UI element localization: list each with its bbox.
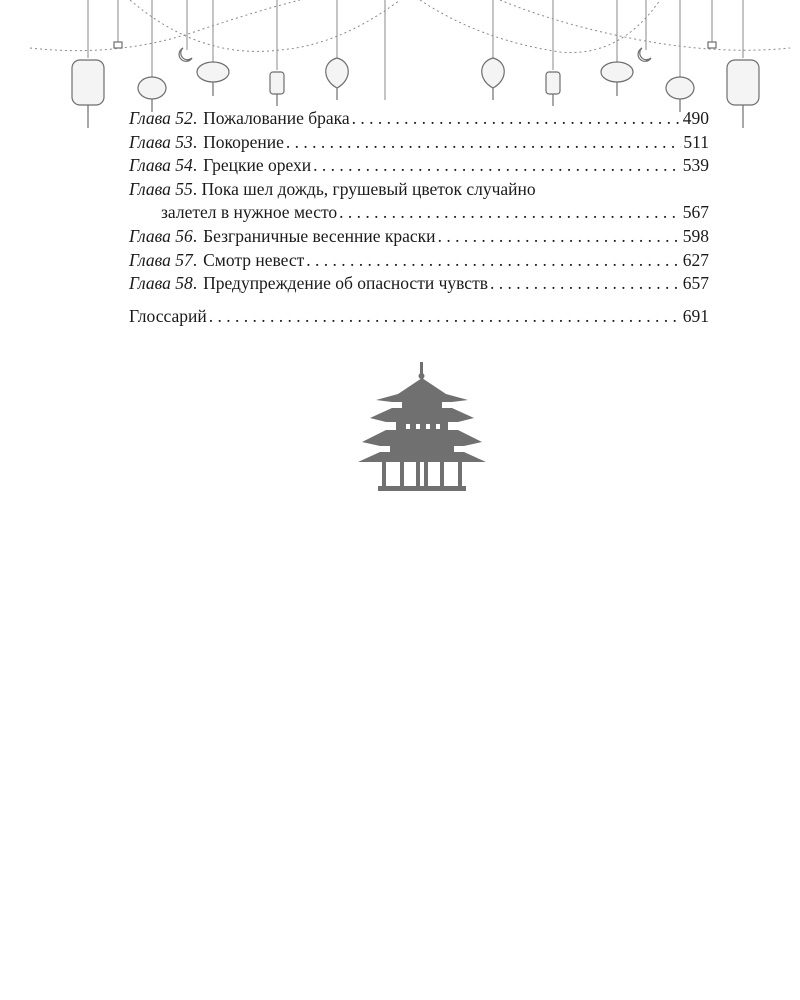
toc-entry-glossary[interactable]: [129, 305, 709, 329]
chapter-label: Глава 53: [129, 131, 193, 152]
dot-leader: [209, 305, 681, 329]
page-number: 490: [682, 108, 709, 128]
toc-entry-57[interactable]: [129, 249, 709, 273]
chapter-separator: .: [192, 178, 202, 199]
toc-entry-53[interactable]: [129, 131, 709, 155]
page-number: 567: [682, 202, 709, 223]
chapter-title: Предупреждение об опасности чувств: [203, 273, 488, 294]
toc-entry-54[interactable]: [129, 154, 709, 178]
dot-leader: [306, 249, 680, 273]
chapter-label: Глава 58: [129, 273, 193, 294]
chapter-title: Грецкие орехи: [203, 155, 312, 176]
toc-entry-line2: [129, 201, 709, 225]
table-of-contents: [129, 107, 709, 328]
chapter-label: Глава 54: [129, 155, 193, 176]
dot-leader: [438, 225, 681, 249]
pagoda-icon: [356, 362, 488, 492]
page-number: 539: [682, 155, 709, 176]
toc-entry-58[interactable]: [129, 272, 709, 296]
chapter-separator: .: [192, 131, 198, 152]
toc-entry-56[interactable]: [129, 225, 709, 249]
dot-leader: [286, 131, 682, 155]
dot-leader: [339, 201, 681, 225]
chapter-title-line1: Пока шел дождь, грушевый цветок случайно: [201, 178, 536, 199]
toc-entry-55[interactable]: [129, 178, 709, 225]
dot-leader: [490, 272, 681, 296]
chapter-separator: .: [192, 225, 198, 246]
chapter-title: Пожалование брака: [203, 108, 350, 128]
chapter-title-line2: залетел в нужное место: [161, 202, 338, 223]
chapter-label: Глава 55: [129, 178, 193, 199]
page-number: 627: [682, 249, 709, 270]
page-number: 657: [682, 273, 709, 294]
chapter-separator: .: [192, 108, 198, 128]
dot-leader: [352, 107, 681, 131]
chapter-title: Смотр невест: [203, 249, 305, 270]
glossary-title: Глоссарий: [129, 305, 207, 326]
toc-entry-line1: [129, 178, 709, 202]
page-number: 598: [682, 225, 709, 246]
chapter-label: Глава 57: [129, 249, 193, 270]
chapter-label: Глава 52: [129, 108, 193, 128]
chapter-separator: .: [192, 249, 198, 270]
page-number: 511: [683, 131, 709, 152]
chapter-title: Безграничные весенние краски: [203, 225, 436, 246]
chapter-separator: .: [192, 155, 198, 176]
dot-leader: [313, 154, 681, 178]
page-number: 691: [682, 305, 709, 326]
chapter-title: Покорение: [203, 131, 284, 152]
chapter-label: Глава 56: [129, 225, 193, 246]
toc-entry-52[interactable]: [129, 107, 709, 131]
chapter-separator: .: [192, 273, 198, 294]
